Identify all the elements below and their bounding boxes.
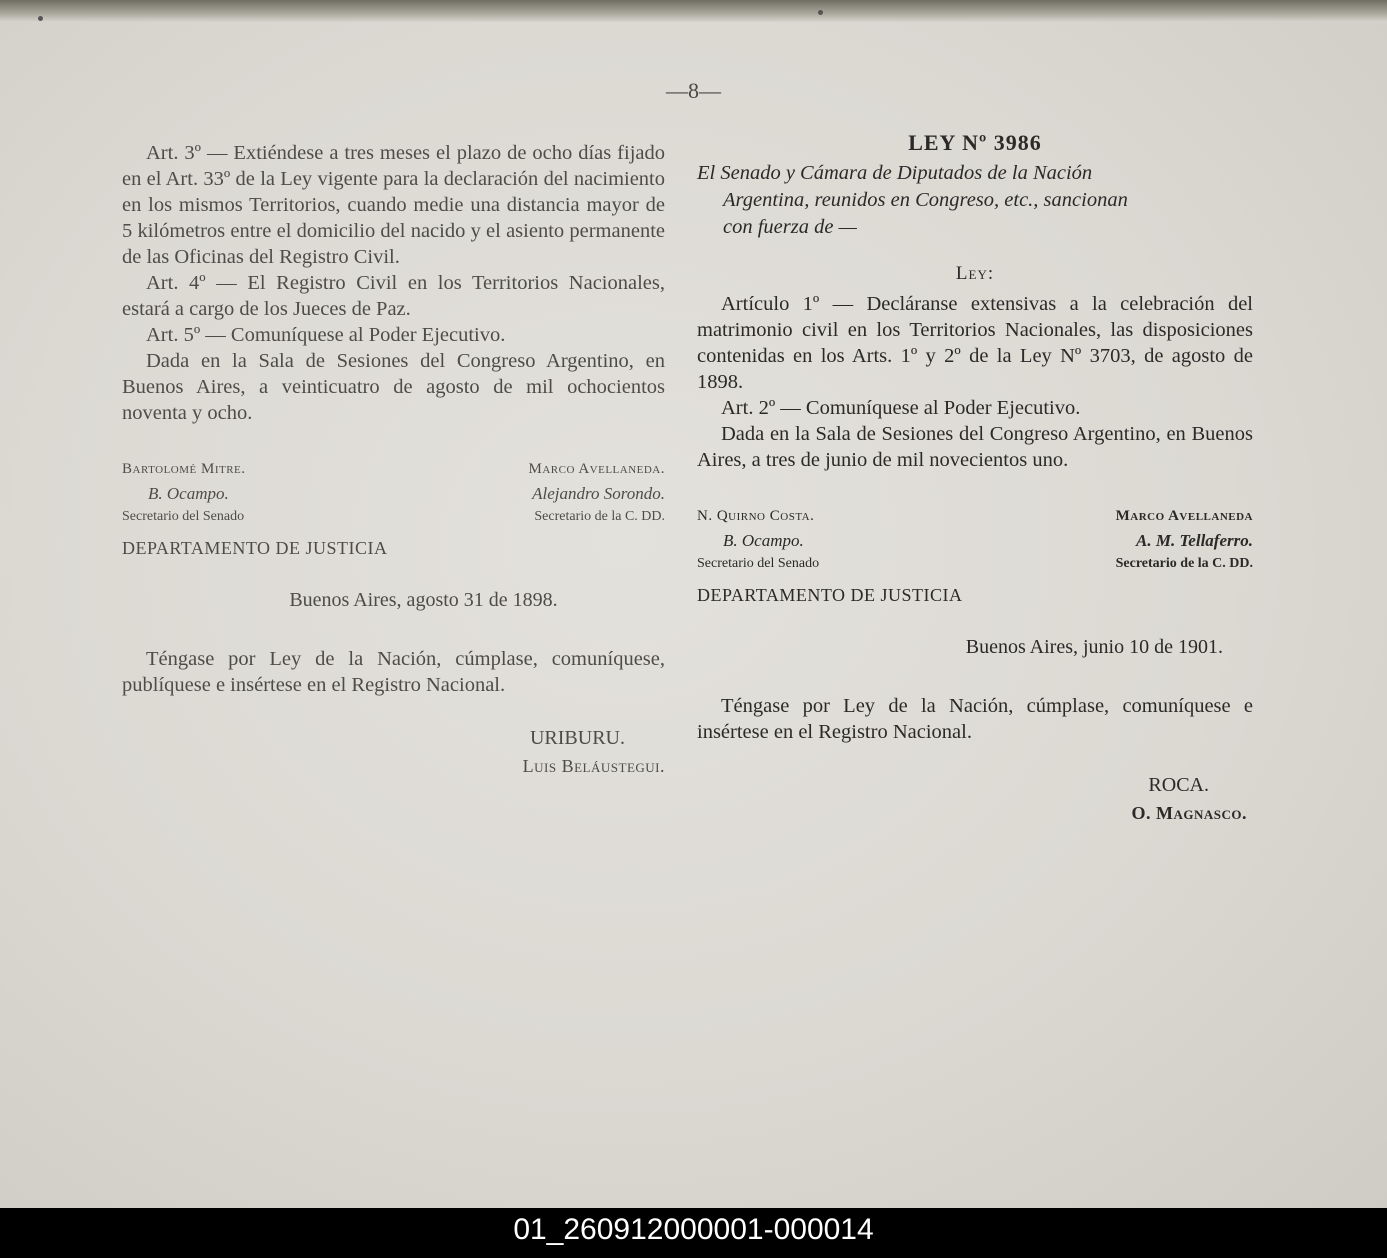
left-department-heading: DEPARTAMENTO DE JUSTICIA	[122, 538, 388, 558]
law-preamble: El Senado y Cámara de Diputados de la Nación Argentina, reunidos en Congreso, etc., sancionan con fuerza de —	[697, 162, 1128, 238]
left-signatures	[122, 456, 665, 528]
right-decree-text: Téngase por Ley de la Nación, cúmplase, comuníquese e insértese en el Registro Nacional.	[697, 695, 1253, 743]
left-article-4: Art. 4º — El Registro Civil en los Territorios Nacionales, estará a cargo de los Jueces de Paz.	[122, 272, 665, 320]
right-place-date: Buenos Aires, junio 10 de 1901.	[965, 636, 1223, 658]
right-chamber-signature: Marco Avellaneda A. M. Tellaferro. Secretario de la C. DD.	[1115, 508, 1253, 571]
left-signer-president: URIBURU.	[529, 727, 625, 749]
left-dada-en: Dada en la Sala de Sesiones del Congreso Argentino, en Buenos Aires, a veinticuatro de agosto de mil ochocientos noventa y ocho.	[122, 350, 665, 424]
left-column	[122, 140, 665, 780]
speck	[818, 10, 823, 15]
left-chamber-signature: Marco Avellaneda. Alejandro Sorondo. Secretario de la C. DD.	[528, 461, 665, 524]
left-article-5: Art. 5º — Comuníquese al Poder Ejecutivo.	[146, 324, 506, 346]
right-signer-minister: O. Magnasco.	[1131, 803, 1247, 823]
right-article-2: Art. 2º — Comuníquese al Poder Ejecutivo.	[721, 397, 1081, 419]
right-article-1: Artículo 1º — Decláranse extensivas a la celebración del matrimonio civil en los Territorios Nacionales, las disposiciones contenidas en los Arts. 1º y 2º de la Ley Nº 3703, de agosto de 1898.	[697, 293, 1253, 393]
right-signatures	[697, 503, 1253, 575]
right-column	[697, 130, 1253, 827]
page-top-edge	[0, 0, 1387, 22]
right-department-heading: DEPARTAMENTO DE JUSTICIA	[697, 585, 963, 605]
ley-heading: Ley:	[955, 263, 995, 284]
speck	[38, 16, 43, 21]
right-senate-signature: N. Quirno Costa. B. Ocampo. Secretario del Senado	[697, 508, 820, 571]
left-senate-signature: Bartolomé Mitre. B. Ocampo. Secretario del Senado	[122, 461, 246, 524]
left-place-date: Buenos Aires, agosto 31 de 1898.	[289, 589, 558, 611]
left-decree-text: Téngase por Ley de la Nación, cúmplase, comuníquese, publíquese e insértese en el Registro Nacional.	[122, 648, 665, 696]
left-closing-signatures	[122, 724, 665, 780]
left-article-3: Art. 3º — Extiéndese a tres meses el plazo de ocho días fijado en el Art. 33º de la Ley vigente para la declaración del nacimiento en los mismos Territorios, cuando medie una distancia mayor de 5 kilómetros entre el domicilio del nacido y el asiento permanente de las Oficinas del Registro Civil.	[122, 142, 665, 268]
image-id-footer: 01_260912000001-000014	[0, 1208, 1387, 1258]
right-signer-president: ROCA.	[1148, 774, 1209, 796]
right-closing-signatures	[697, 771, 1253, 827]
law-title: LEY Nº 3986	[908, 130, 1042, 155]
left-signer-minister: Luis Beláustegui.	[522, 756, 665, 776]
right-dada-en: Dada en la Sala de Sesiones del Congreso Argentino, en Buenos Aires, a tres de junio de mil novecientos uno.	[697, 423, 1253, 471]
page-number: —8—	[666, 78, 721, 103]
